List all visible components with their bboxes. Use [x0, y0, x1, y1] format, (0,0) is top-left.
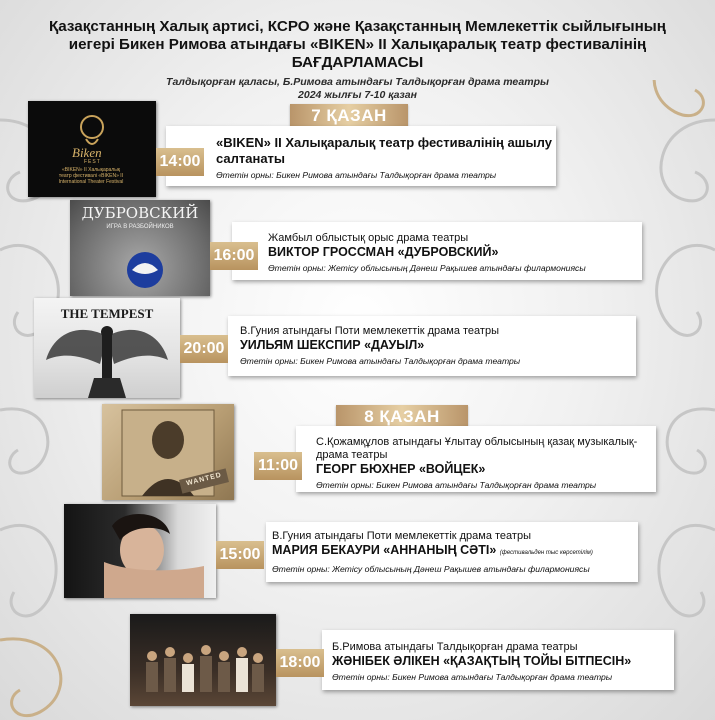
- event-poster: [34, 298, 180, 398]
- event-organizer: Б.Римова атындағы Талдықорған драма театры: [332, 641, 578, 653]
- event-title: ГЕОРГ БЮХНЕР «ВОЙЦЕК»: [316, 462, 486, 476]
- page-header: [0, 18, 715, 102]
- event-poster: [70, 200, 210, 296]
- poster-logo-sub: FEST: [84, 159, 101, 165]
- event-title: ЖӘНІБЕК ӘЛІКЕН «ҚАЗАҚТЫҢ ТОЙЫ БІТПЕСІН»: [332, 654, 632, 668]
- event-time: 15:00: [216, 541, 264, 569]
- event-title-note: (фестивальден тыс көрсетілім): [499, 550, 593, 556]
- event-time: 11:00: [254, 452, 302, 480]
- poster-tagline: ИГРА В РАЗБОЙНИКОВ: [106, 224, 174, 230]
- event-venue: Өтетін орны: Бикен Римова атындағы Талдықорған драма театры: [316, 480, 597, 490]
- event-organizer: Жамбыл облыстық орыс драма театры: [268, 232, 469, 244]
- event-time: 18:00: [276, 649, 324, 677]
- right-ornament: [635, 80, 715, 720]
- event-poster: [64, 504, 216, 598]
- poster-logo: Biken: [72, 145, 102, 160]
- event-venue: Өтетін орны: Бикен Римова атындағы Талдықорған драма театры: [240, 356, 521, 366]
- poster-headline: THE TEMPEST: [60, 306, 154, 321]
- event-venue: Өтетін орны: Бикен Римова атындағы Талдықорған драма театры: [332, 672, 613, 682]
- poster-caption: «BIKEN» ІІ Халықаралық театр фестивалі «BIKEN» ІІ International Theater Festival: [58, 167, 124, 185]
- event-organizer: В.Гуния атындағы Поти мемлекеттік драма театры: [272, 530, 531, 542]
- event-organizer: С.Қожамқұлов атындағы Ұлытау облысының қазақ музыкалық-драма театры: [316, 436, 638, 461]
- event-title: [272, 543, 636, 561]
- event-title: УИЛЬЯМ ШЕКСПИР «ДАУЫЛ»: [240, 338, 425, 352]
- page-title: Қазақстанның Халық артисі, КСРО және Қазақстанның Мемлекеттік сыйлығының иегері Бикен Римова атындағы «BIKEN» ІІ Халықаралық театр фестивалінің БАҒДАРЛАМАСЫ: [49, 18, 666, 71]
- festival-location: Талдықорған қаласы, Б.Римова атындағы Талдықорған драма театры: [166, 76, 549, 88]
- event-organizer: В.Гуния атындағы Поти мемлекеттік драма театры: [240, 325, 499, 337]
- event-title-text: МАРИЯ БЕКАУРИ «АННАНЫҢ СӘТІ»: [272, 543, 497, 557]
- event-venue: Өтетін орны: Жетісу облысының Дәнеш Рақышев атындағы филармониясы: [272, 564, 590, 574]
- poster-headline: ДУБРОВСКИЙ: [81, 204, 199, 222]
- festival-dates: 2024 жылғы 7-10 қазан: [298, 89, 417, 101]
- event-poster: [130, 614, 276, 706]
- event-poster: [28, 101, 156, 197]
- event-title: ВИКТОР ГРОССМАН «ДУБРОВСКИЙ»: [268, 245, 499, 259]
- event-title: «BIKEN» ІІ Халықаралық театр фестивалінің ашылу салтанаты: [216, 135, 552, 166]
- day-banner-oct-7: 7 ҚАЗАН: [290, 104, 408, 127]
- event-venue: Өтетін орны: Жетісу облысының Дәнеш Рақышев атындағы филармониясы: [268, 263, 586, 273]
- event-poster: [102, 404, 234, 500]
- event-time: 20:00: [180, 335, 228, 363]
- event-time: 16:00: [210, 242, 258, 270]
- event-venue: Өтетін орны: Бикен Римова атындағы Талдықорған драма театры: [216, 170, 497, 180]
- event-time: 14:00: [156, 148, 204, 176]
- day-banner-oct-8: 8 ҚАЗАН: [336, 405, 468, 428]
- poster-stamp: WANTED: [185, 471, 223, 488]
